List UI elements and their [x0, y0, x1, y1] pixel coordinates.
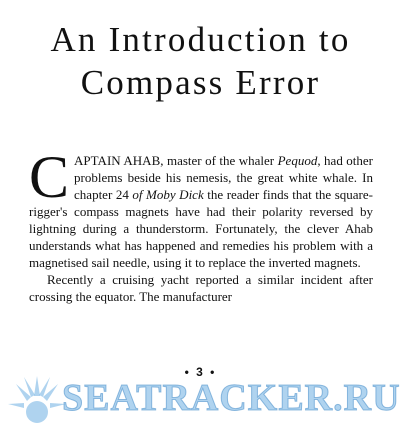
drop-cap: C: [29, 144, 70, 210]
page-number: • 3 •: [184, 365, 217, 379]
title-line-2: Compass Error: [80, 63, 321, 102]
watermark: [8, 370, 401, 428]
sun-icon: [8, 374, 66, 424]
page-title: [0, 18, 401, 104]
paragraph-1-text-c: the reader finds that the square-rigger's compass magnets have had their polarity reversed by lightning during a thunderstorm. Fortunately, the clever Ahab understands what has happened and remedies his problem with a magnetised sail needle, using it to replace the inverted magnets.: [29, 187, 373, 270]
book-reference: of Moby Dick: [132, 187, 204, 202]
lead-in: APTAIN AHAB: [74, 153, 161, 168]
paragraph-1-text-a: , master of the whaler: [160, 153, 278, 168]
ship-name: Pequod: [277, 153, 318, 168]
body-text: [29, 144, 374, 305]
paragraph-1: [29, 144, 374, 271]
watermark-text: SEATRACKER.RU: [62, 377, 401, 419]
paragraph-2: Recently a cruising yacht reported a similar incident after crossing the equator. The manufacturer: [29, 272, 373, 304]
paragraph-1-text-b: , had other problems beside his nemesis, the great white whale. In chapter 24: [74, 153, 374, 202]
title-line-1: An Introduction to: [50, 20, 351, 59]
